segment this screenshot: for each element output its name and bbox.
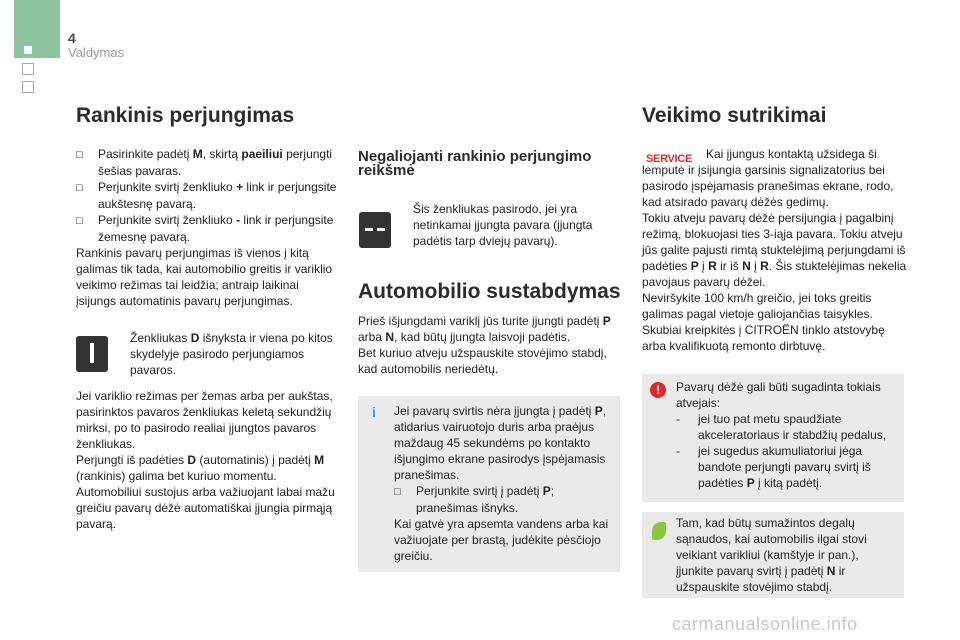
paragraph: Perjungti iš padėties D (automatinis) į padėtį M (rankinis) galima bet kuriuo momentu. [76,453,325,483]
list-item: - jei sugedus akumuliatoriui jėga bandote perjungti pavarų svirtį iš padėties P į kitą padėtį. [676,444,871,490]
tab-marker [24,46,32,54]
info-text: Kai gatvė yra apsemta vandens arba kai važiuojate per brastą, judėkite pėsčiojo greičiu. [394,517,609,563]
square-bullet-icon: □ [76,182,83,194]
paragraph: Neviršykite 100 km/h greičio, jei toks greitis galimas pagal vietoje galiojančias taisykles. [642,291,873,321]
paragraph: Kai įjungus kontaktą užsidega ši lemputė ir įsijungia garsinis signalizatorius bei pasirodo įspėjamasis pranešimas ekrane, rodo, kad atsirado pavarų dėžės gedimų. [642,147,894,209]
warning-intro: Pavarų dėžė gali būti sugadinta tokiais atvejais: [676,380,881,410]
section-title-malfunctions: Veikimo sutrikimai [642,104,827,127]
square-bullet-icon: □ [76,215,83,227]
tab-marker-outline [22,63,34,75]
exclamation-icon: ! [650,382,666,398]
eco-tip-box [642,512,904,598]
info-icon: i [372,404,376,420]
section-title-stopping: Automobilio sustabdymas [358,280,621,303]
chapter-title: Valdymas [68,45,125,60]
watermark: carmanualsonline.info [672,614,858,634]
invalid-gear-icon [359,212,391,248]
icon-description: Ženkliukas D išnyksta ir viena po kitos skydelyje pasirodo perjungiamos pavaros. [130,331,333,377]
info-box [358,396,620,572]
paragraph: Prieš išjungdami variklį jūs turite įjungti padėtį P arba N, kad būtų įjungta laisvoji padėtis. [358,314,611,344]
manual-shift-notes [76,388,342,532]
bullet-item: □ Perjunkite svirtį ženkliuko + link ir perjungsite aukštesnę pavarą. [76,180,337,211]
square-bullet-icon: □ [394,486,401,498]
chapter-tab [14,0,60,58]
service-warning-icon: SERVICE [643,150,695,168]
paragraph: Jei variklio režimas per žemas arba per aukštas, pasirinktos pavaros ženkliukas keletą sekundžių mirksi, po to pasirodo realiai įjungtos pavaros ženkliukas. [76,389,333,451]
bullet-item: □ Pasirinkite padėtį M, skirtą paeiliui perjungti šešias pavaras. [76,147,333,178]
tab-marker-outline [22,81,34,93]
eco-tip-text: Tam, kad būtų sumažintos degalų sąnaudos, kai automobilis ilgai stovi veikiant varikliui (kamštyje ir pan.), įjunkite pavarų svirtį į padėtį N ir užspauskite stovėjimo stabdį. [676,516,867,594]
stopping-text [358,313,620,377]
list-item: - jei tuo pat metu spaudžiate akceleratoriaus ir stabdžių pedalus, [676,412,887,442]
manual-shift-steps [76,146,338,309]
info-text: Jei pavarų svirtis nėra įjungta į padėtį P, atidarius vairuotojo duris arba praėjus maždaug 45 sekundėms po kontakto išjungimo ekrane pasirodys įspėjamasis pranešimas. [394,404,607,482]
malfunction-text [642,146,910,354]
paragraph: Rankinis pavarų perjungimas iš vienos į kitą galimas tik tada, kai automobilio greitis ir variklio veikimo režimas tai leidžia; antraip laikinai įsijungs automatinis pavarų perjungimas. [76,246,333,308]
paragraph: Bet kuriuo atveju užspauskite stovėjimo stabdį, kad automobilis neriedėtų. [358,346,607,376]
paragraph: Automobiliui sustojus arba važiuojant labai mažu greičiu pavarų dėžė automatiškai įjungia pirmąją pavarą. [76,485,335,531]
icon-description: Šis ženkliukas pasirodo, jei yra netinkamai įjungta pavara (įjungta padėtis tarp dviejų pavarų). [413,202,593,248]
section-title-invalid-value: Negaliojanti rankinio perjungimo reikšmė [358,148,592,179]
paragraph: Tokiu atveju pavarų dėžė persijungia į pagalbinį režimą, blokuojasi ties 3-iąja pavara. Tokiu atveju jūs galite pajusti rimtą stuktelėjimą perjungdami iš padėties P į R ir iš N į R. Šis stuktelėjimas nekelia pavojaus pavarų dėžei. [642,211,907,289]
bullet-item: □ Perjunkite svirtį ženkliuko - link ir perjungsite žemesnę pavarą. [76,213,334,244]
page-number: 4 [68,30,76,46]
section-title-manual-shifting: Rankinis perjungimas [76,104,295,127]
square-bullet-icon: □ [76,149,83,161]
paragraph: Skubiai kreipkitės į CITROËN tinklo atstovybę arba kvalifikuotą remonto dirbtuvę. [642,323,885,353]
leaf-icon [652,522,666,540]
bullet-item: □ Perjunkite svirtį į padėtį P; pranešimas išnyks. [394,484,555,515]
gear-display-icon [76,336,108,372]
warning-box [642,374,904,502]
